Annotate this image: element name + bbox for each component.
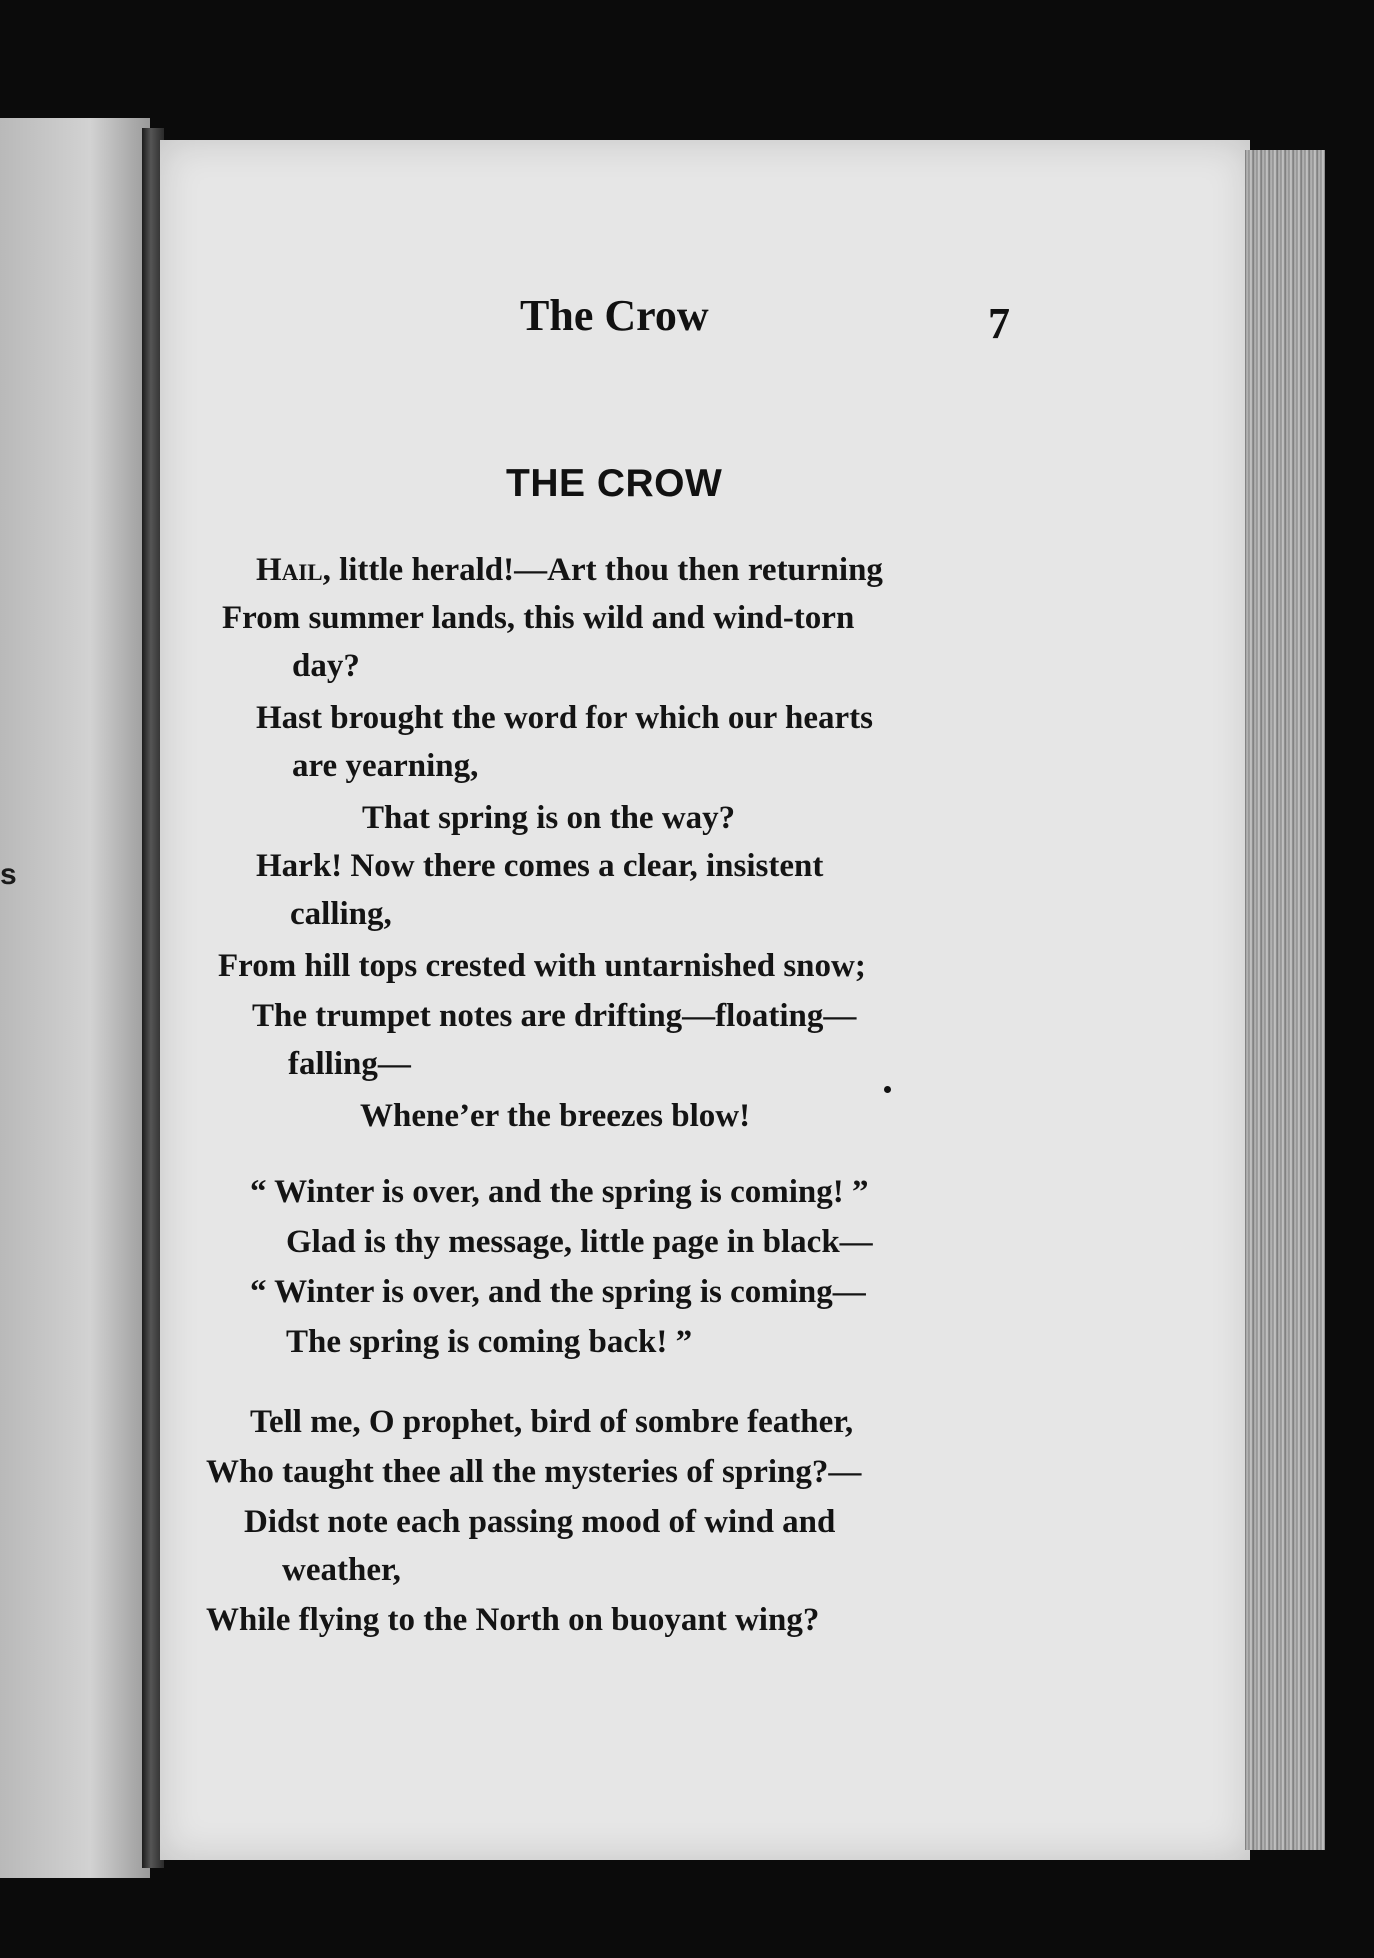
facing-page-edge — [0, 118, 150, 1878]
poem-line: Didst note each passing mood of wind and — [244, 1504, 836, 1540]
page-number: 7 — [988, 299, 1010, 348]
poem-line: Hark! Now there comes a clear, insistent — [256, 848, 824, 884]
poem-line: Hast brought the word for which our hearts — [256, 700, 873, 736]
running-header — [0, 290, 1374, 350]
poem-line: “ Winter is over, and the spring is coming! ” — [250, 1174, 869, 1210]
poem-line: That spring is on the way? — [362, 800, 736, 836]
poem-line: While flying to the North on buoyant wing? — [206, 1602, 820, 1638]
poem-line: “ Winter is over, and the spring is coming— — [250, 1274, 866, 1310]
poem-line: calling, — [290, 896, 392, 932]
poem-line: are yearning, — [292, 748, 479, 784]
poem-line: weather, — [282, 1552, 401, 1588]
poem-line: The trumpet notes are drifting—floating— — [252, 998, 857, 1034]
poem-line: Glad is thy message, little page in black— — [286, 1224, 873, 1260]
poem-line: Tell me, O prophet, bird of sombre feather, — [250, 1404, 854, 1440]
poem-line: Whene’er the breezes blow! — [360, 1098, 751, 1134]
poem-line: Hail, little herald!—Art thou then returning — [256, 552, 883, 588]
poem-line: falling— — [288, 1046, 411, 1082]
poem-initial-word: Hail, — [256, 552, 331, 588]
poem-line: The spring is coming back! ” — [286, 1324, 693, 1360]
poem-line: From hill tops crested with untarnished snow; — [218, 948, 866, 984]
ink-speck — [884, 1086, 891, 1093]
poem-line: day? — [292, 648, 360, 684]
facing-page-fragment: s — [0, 858, 17, 891]
poem-title: THE CROW — [506, 462, 723, 505]
running-title: The Crow — [520, 291, 709, 340]
page-block-edge — [1245, 150, 1325, 1850]
poem-line: From summer lands, this wild and wind-torn — [222, 600, 855, 636]
poem-line: Who taught thee all the mysteries of spring?— — [206, 1454, 862, 1490]
